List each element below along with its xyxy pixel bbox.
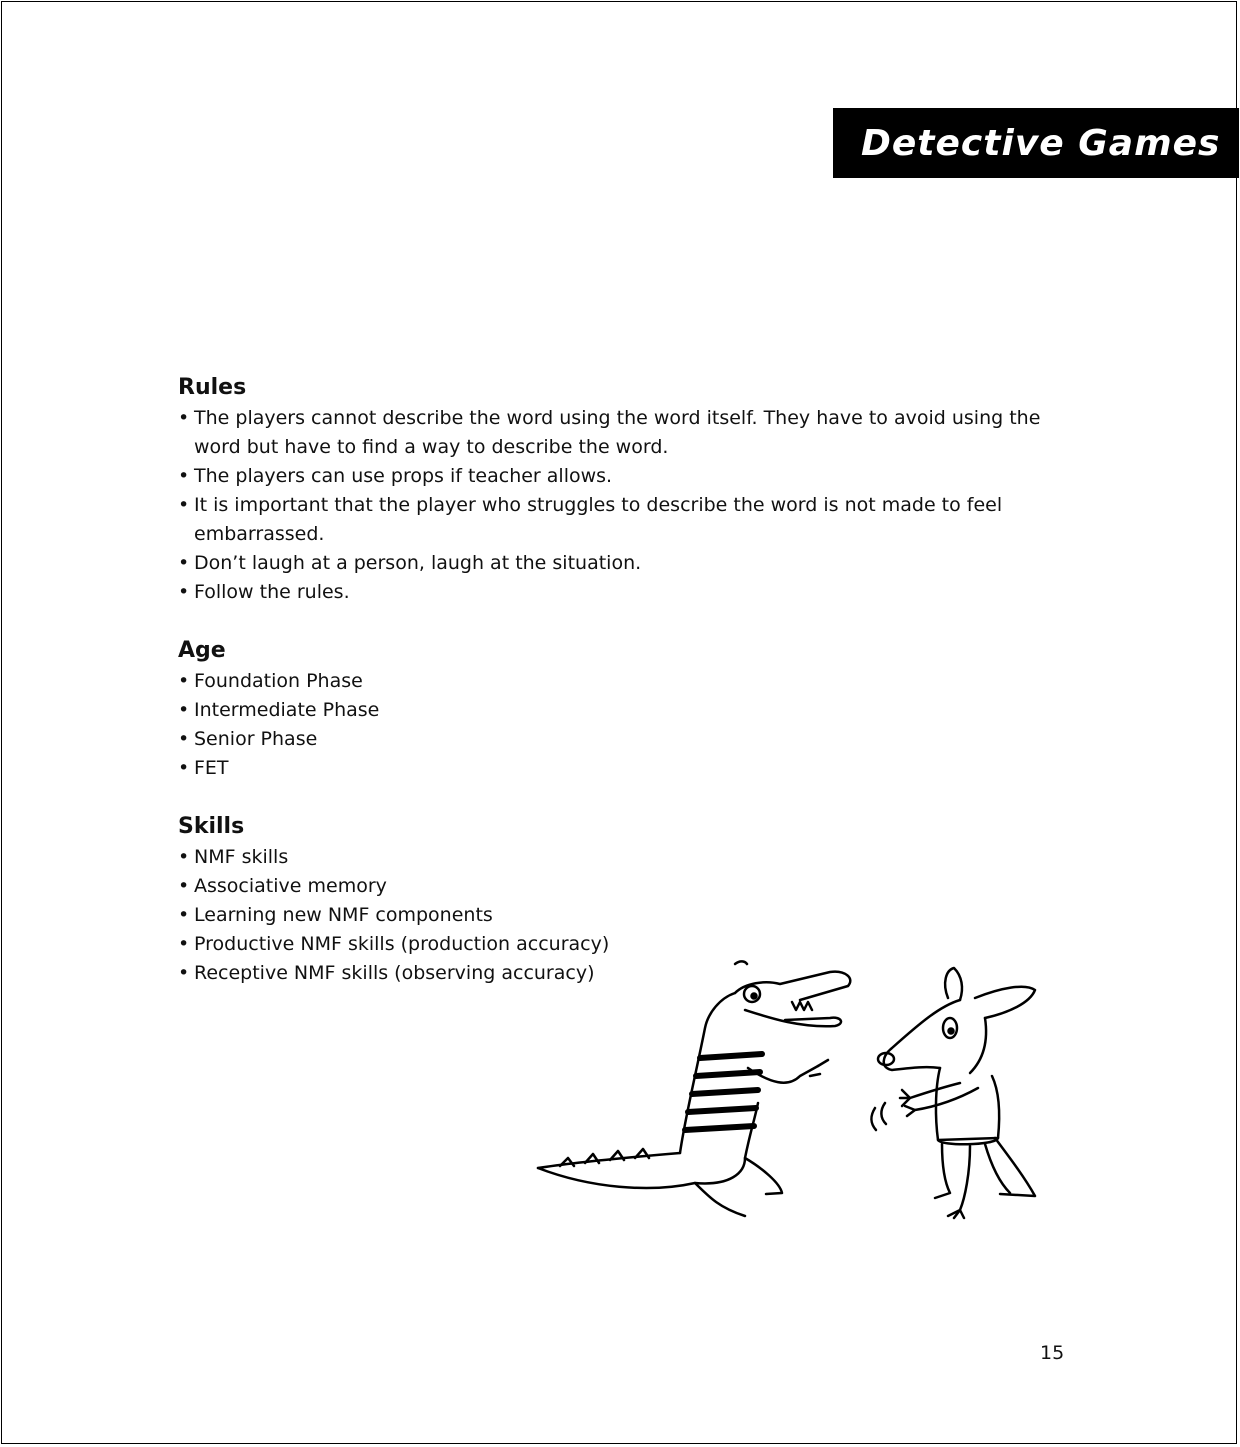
list-item: • It is important that the player who struggles to describe the word is not made to feel embarrassed. bbox=[178, 491, 1058, 549]
list-item: • Foundation Phase bbox=[178, 667, 1058, 696]
list-item: • FET bbox=[178, 754, 1058, 783]
section-heading-skills: Skills bbox=[178, 814, 245, 839]
rules-section bbox=[178, 372, 1058, 607]
rules-list bbox=[178, 404, 1058, 607]
header-banner bbox=[833, 108, 1239, 178]
list-item: • Senior Phase bbox=[178, 725, 1058, 754]
main-content bbox=[178, 372, 1058, 1016]
section-heading-age: Age bbox=[178, 638, 226, 663]
age-section bbox=[178, 635, 1058, 783]
list-item: • Associative memory bbox=[178, 872, 1058, 901]
list-item: • NMF skills bbox=[178, 843, 1058, 872]
list-item: • Productive NMF skills (production accuracy) bbox=[178, 930, 1058, 959]
list-item: • Don’t laugh at a person, laugh at the situation. bbox=[178, 549, 1058, 578]
list-item: • The players can use props if teacher allows. bbox=[178, 462, 1058, 491]
age-list bbox=[178, 667, 1058, 783]
section-heading-rules: Rules bbox=[178, 375, 247, 400]
crocodile-and-aardvark-illustration bbox=[530, 958, 1050, 1226]
aardvark-drawing bbox=[871, 968, 1035, 1218]
list-item: • The players cannot describe the word using the word itself. They have to avoid using the word but have to find a way to describe the word. bbox=[178, 404, 1058, 462]
page-title: Detective Games bbox=[861, 122, 1221, 164]
list-item: • Receptive NMF skills (observing accuracy) bbox=[178, 959, 1058, 988]
page-number: 15 bbox=[1040, 1342, 1065, 1364]
list-item: • Follow the rules. bbox=[178, 578, 1058, 607]
list-item: • Intermediate Phase bbox=[178, 696, 1058, 725]
crocodile-drawing bbox=[538, 961, 850, 1216]
list-item: • Learning new NMF components bbox=[178, 901, 1058, 930]
